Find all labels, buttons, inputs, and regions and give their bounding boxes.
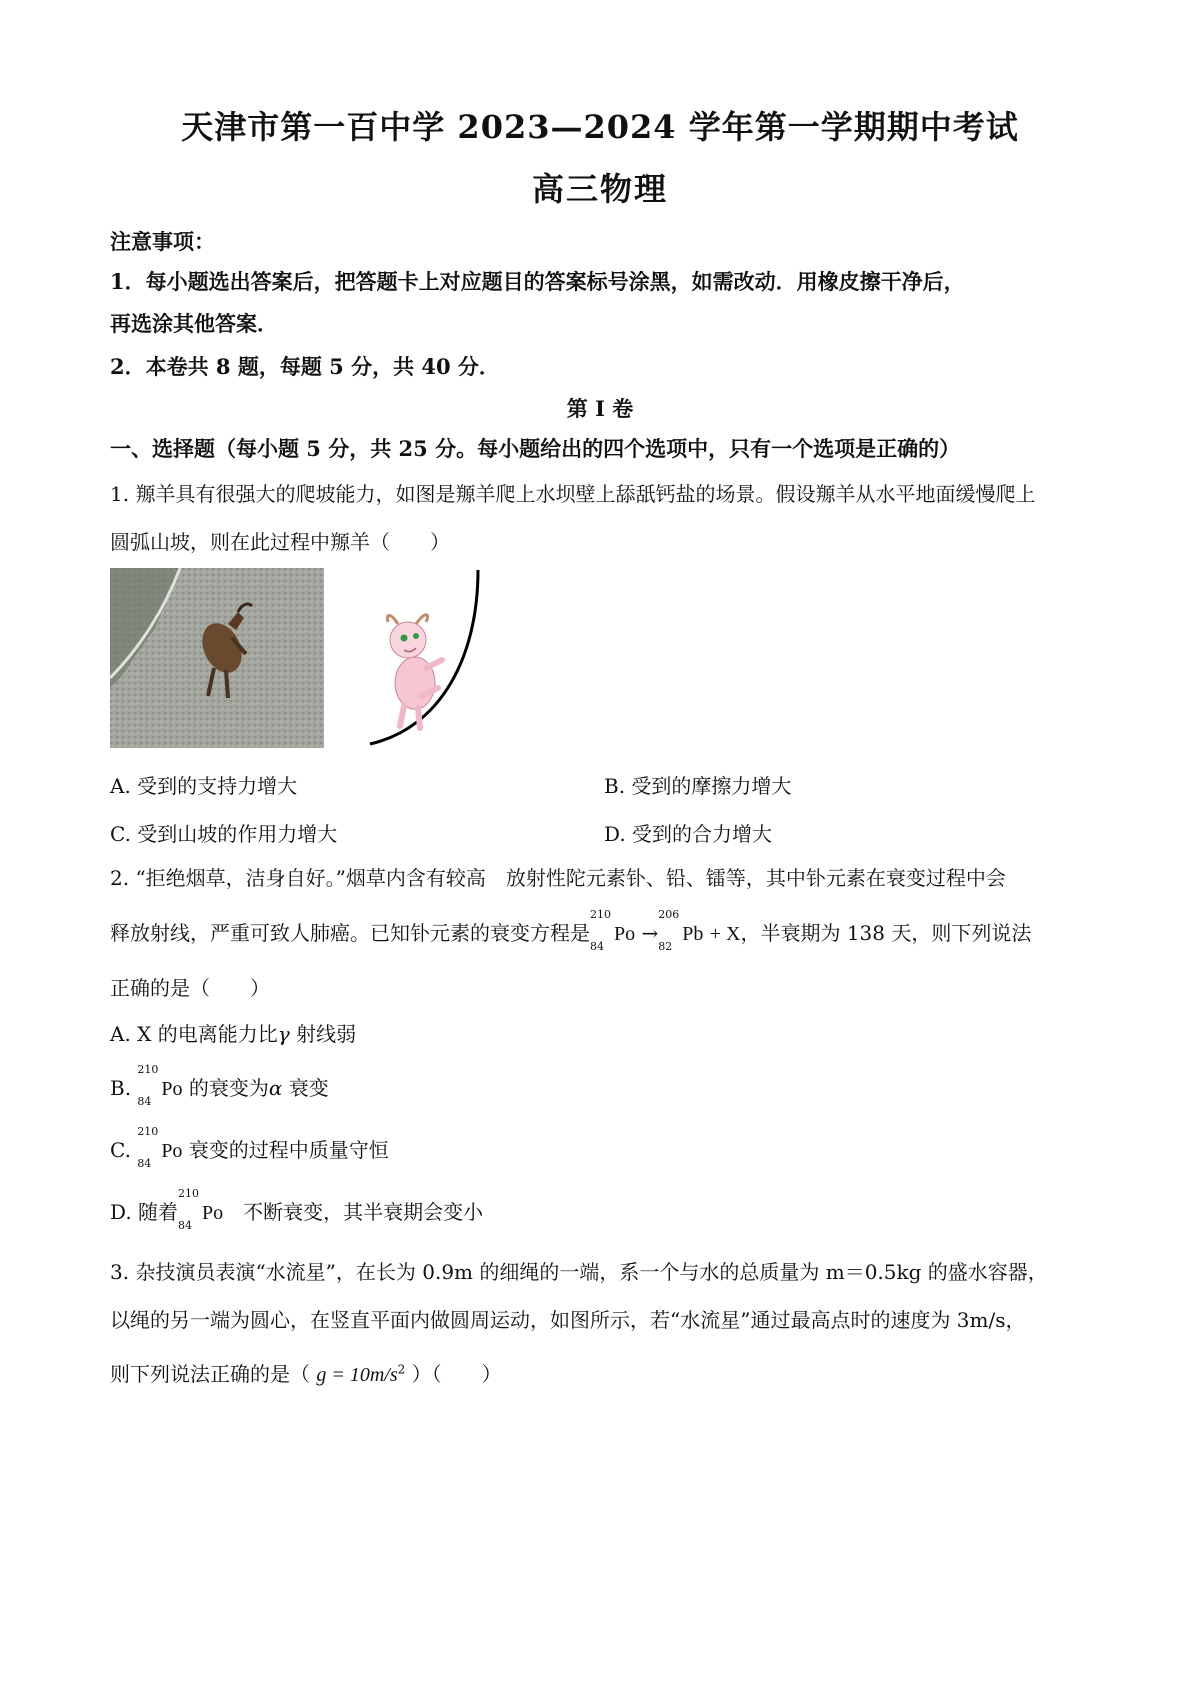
note-1-line-1: 1．每小题选出答案后，把答题卡上对应题目的答案标号涂黑，如需改动．用橡皮擦干净后， [110, 269, 965, 294]
q2-option-d: D. 随着 210 84 Po 不断衰变，其半衰期会变小 [110, 1187, 484, 1232]
note-1-line-2: 再选涂其他答案． [110, 311, 278, 336]
note-2: 2．本卷共 8 题，每题 5 分，共 40 分． [110, 354, 500, 379]
q2-line-1: 2. “拒绝烟草，洁身自好。”烟草内含有较高 放射性陀元素钋、铅、镭等，其中钋元素在衰变过程中会 [110, 866, 1006, 890]
q2-option-b: B. 210 84 Po 的衰变为α 衰变 [110, 1063, 329, 1108]
decay-arrow: → [641, 921, 659, 945]
q2-line-2-tail: ，半衰期为 138 天，则下列说法 [740, 921, 1032, 945]
exam-title: 天津市第一百中学 2023—2024 学年第一学期期中考试 [181, 108, 1019, 146]
gravity-value: g = 10m/s [316, 1364, 398, 1386]
q3-line-1: 3. 杂技演员表演“水流星”，在长为 0.9m 的细绳的一端，系一个与水的总质量为 m＝0.5kg 的盛水容器， [110, 1260, 1048, 1284]
exam-subject: 高三物理 [531, 170, 668, 208]
q2-line-2-text: 释放射线，严重可致人肺癌。已知钋元素的衰变方程是 [110, 921, 590, 945]
q1-option-d: D. 受到的合力增大 [604, 822, 773, 846]
q1-option-a: A. 受到的支持力增大 [110, 774, 298, 798]
cartoon-goat [387, 615, 442, 728]
notes-heading: 注意事项： [110, 229, 215, 254]
arc-slope [370, 570, 478, 744]
decay-product-x: + X [709, 923, 741, 945]
q2-option-c: C. 210 84 Po 衰变的过程中质量守恒 [110, 1125, 389, 1170]
nuclide-po-210: 210 84 Po [178, 1187, 224, 1232]
nuclide-po-210: 210 84 Po [590, 908, 636, 953]
nuclide-po-210: 210 84 Po [137, 1125, 183, 1170]
section-heading: 一、选择题（每小题 5 分，共 25 分。每小题给出的四个选项中，只有一个选项是正确的） [110, 436, 961, 461]
q1-line-2: 圆弧山坡，则在此过程中羱羊（ ） [110, 530, 450, 554]
goat-on-arc-diagram [360, 568, 490, 748]
q3-line-3: 则下列说法正确的是（ $g = 10m/s^2$ ）（ ） [110, 1362, 502, 1386]
volume-label: 第 I 卷 [566, 396, 634, 421]
alpha-symbol: α [268, 1076, 283, 1100]
q2-option-a: A. X 的电离能力比γ 射线弱 [110, 1022, 357, 1046]
q2-line-2 [110, 908, 1032, 953]
gamma-symbol: γ [277, 1022, 290, 1046]
nuclide-pb-206: 206 82 Pb [658, 908, 704, 953]
q3-line-2: 以绳的另一端为圆心，在竖直平面内做圆周运动，如图所示，若“水流星”通过最高点时的速度为 3m/s， [110, 1308, 1026, 1332]
q1-line-1: 1. 羱羊具有很强大的爬坡能力，如图是羱羊爬上水坝壁上舔舐钙盐的场景。假设羱羊从水平地面缓慢爬上 [110, 482, 1036, 506]
nuclide-po-210: 210 84 Po [137, 1063, 183, 1108]
ibex-dam-photo [110, 568, 324, 748]
q1-option-b: B. 受到的摩擦力增大 [604, 774, 792, 798]
q1-option-c: C. 受到山坡的作用力增大 [110, 822, 338, 846]
q2-line-3: 正确的是（ ） [110, 976, 270, 1000]
